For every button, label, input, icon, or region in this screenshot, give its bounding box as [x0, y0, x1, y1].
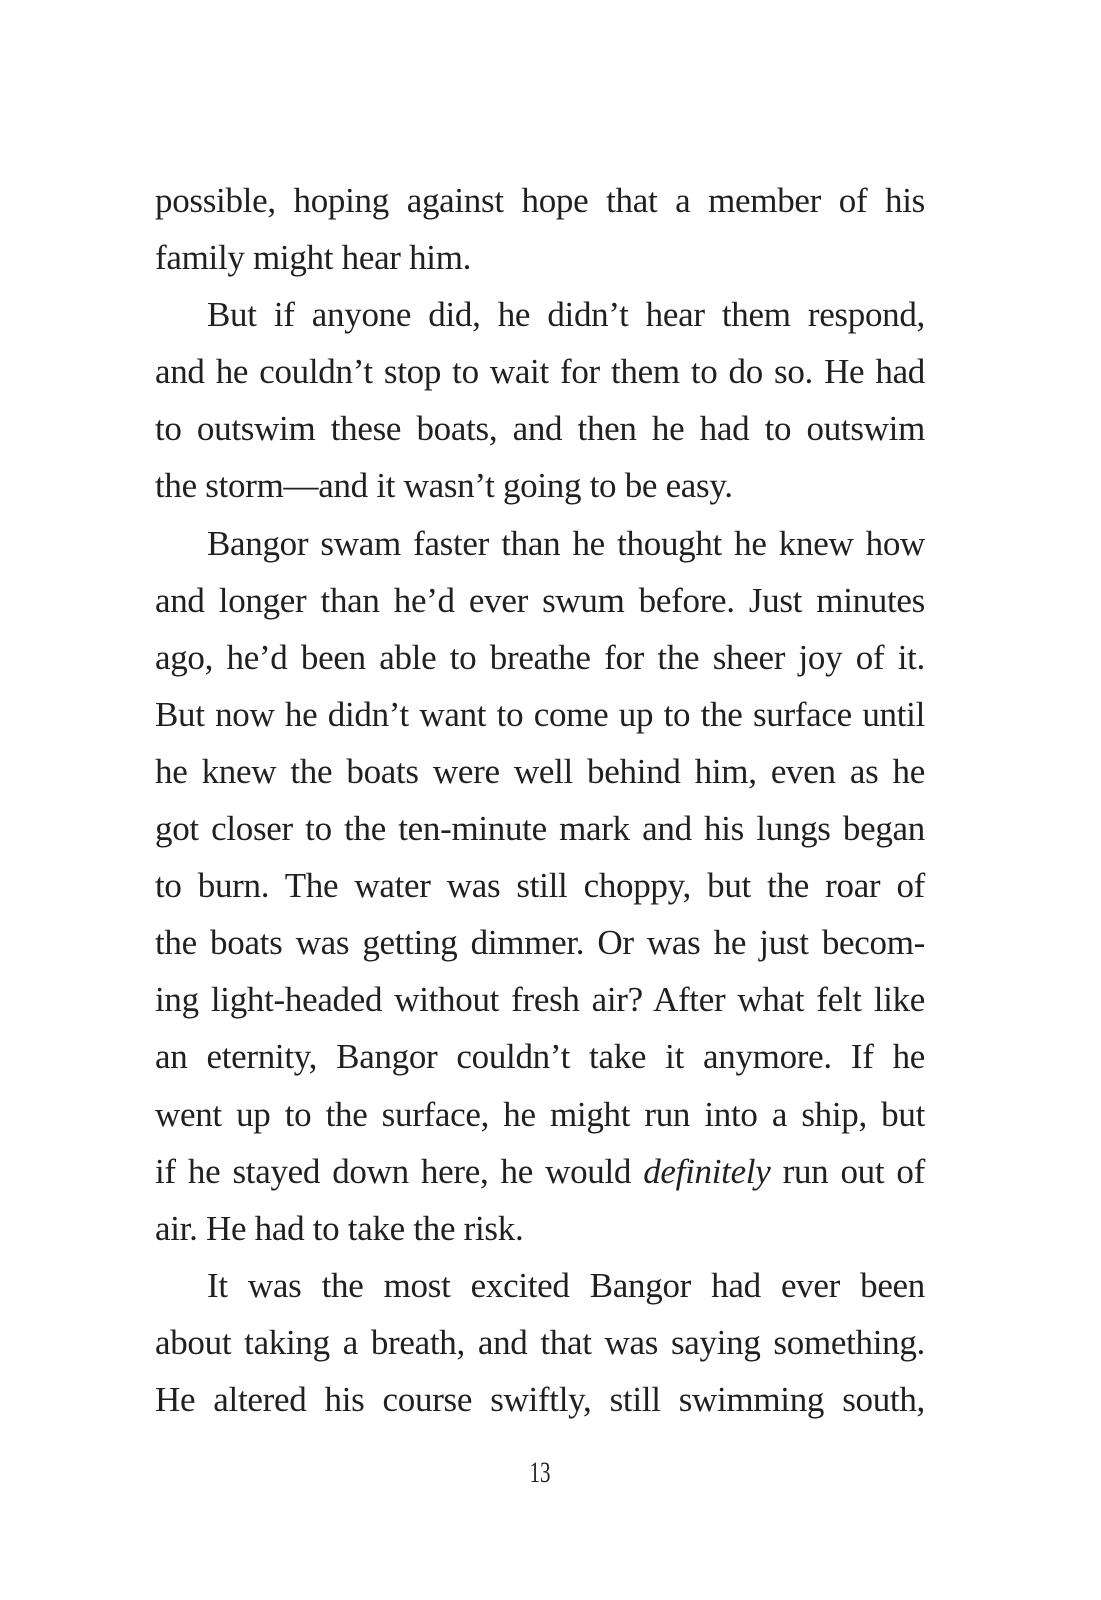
text-line: to burn. The water was still choppy, but the roar of: [155, 866, 925, 906]
text-line: ing light-headed without fresh air? After what felt like: [155, 980, 925, 1020]
text-segment: run out of: [770, 1151, 925, 1191]
text-line: He altered his course swiftly, still swimming south,: [155, 1379, 925, 1419]
text-line: and longer than he’d ever swum before. Just minutes: [155, 580, 925, 620]
text-line: possible, hoping against hope that a member of his: [155, 181, 925, 220]
paragraph-start-line: Bangor swam faster than he thought he knew how: [207, 523, 925, 563]
emphasized-word: definitely: [643, 1151, 771, 1191]
text-line: got closer to the ten-minute mark and his lungs began: [155, 809, 925, 849]
paragraph-start-line: It was the most excited Bangor had ever been: [207, 1265, 925, 1305]
text-line: went up to the surface, he might run into a ship, but: [155, 1094, 925, 1134]
text-line: an eternity, Bangor couldn’t take it anymore. If he: [155, 1037, 925, 1077]
text-line: air. He had to take the risk.: [155, 1208, 524, 1248]
page-number: 13: [529, 1456, 551, 1489]
body-text: [155, 172, 925, 1428]
text-line: But now he didn’t want to come up to the surface until: [155, 694, 925, 734]
text-line-with-emphasis: [155, 1143, 925, 1200]
text-segment: if he stayed down here, he would: [155, 1151, 644, 1191]
text-line: and he couldn’t stop to wait for them to do so. He had: [155, 352, 925, 392]
text-line: about taking a breath, and that was saying something.: [155, 1322, 925, 1362]
text-line: he knew the boats were well behind him, even as he: [155, 751, 925, 791]
text-line: ago, he’d been able to breathe for the sheer joy of it.: [155, 637, 925, 677]
text-line: to outswim these boats, and then he had to outswim: [155, 409, 925, 449]
text-line: family might hear him.: [155, 238, 472, 278]
text-line: the storm—and it wasn’t going to be easy.: [155, 466, 733, 506]
text-line: the boats was getting dimmer. Or was he just becom-: [155, 923, 925, 963]
paragraph-start-line: But if anyone did, he didn’t hear them respond,: [207, 295, 925, 335]
